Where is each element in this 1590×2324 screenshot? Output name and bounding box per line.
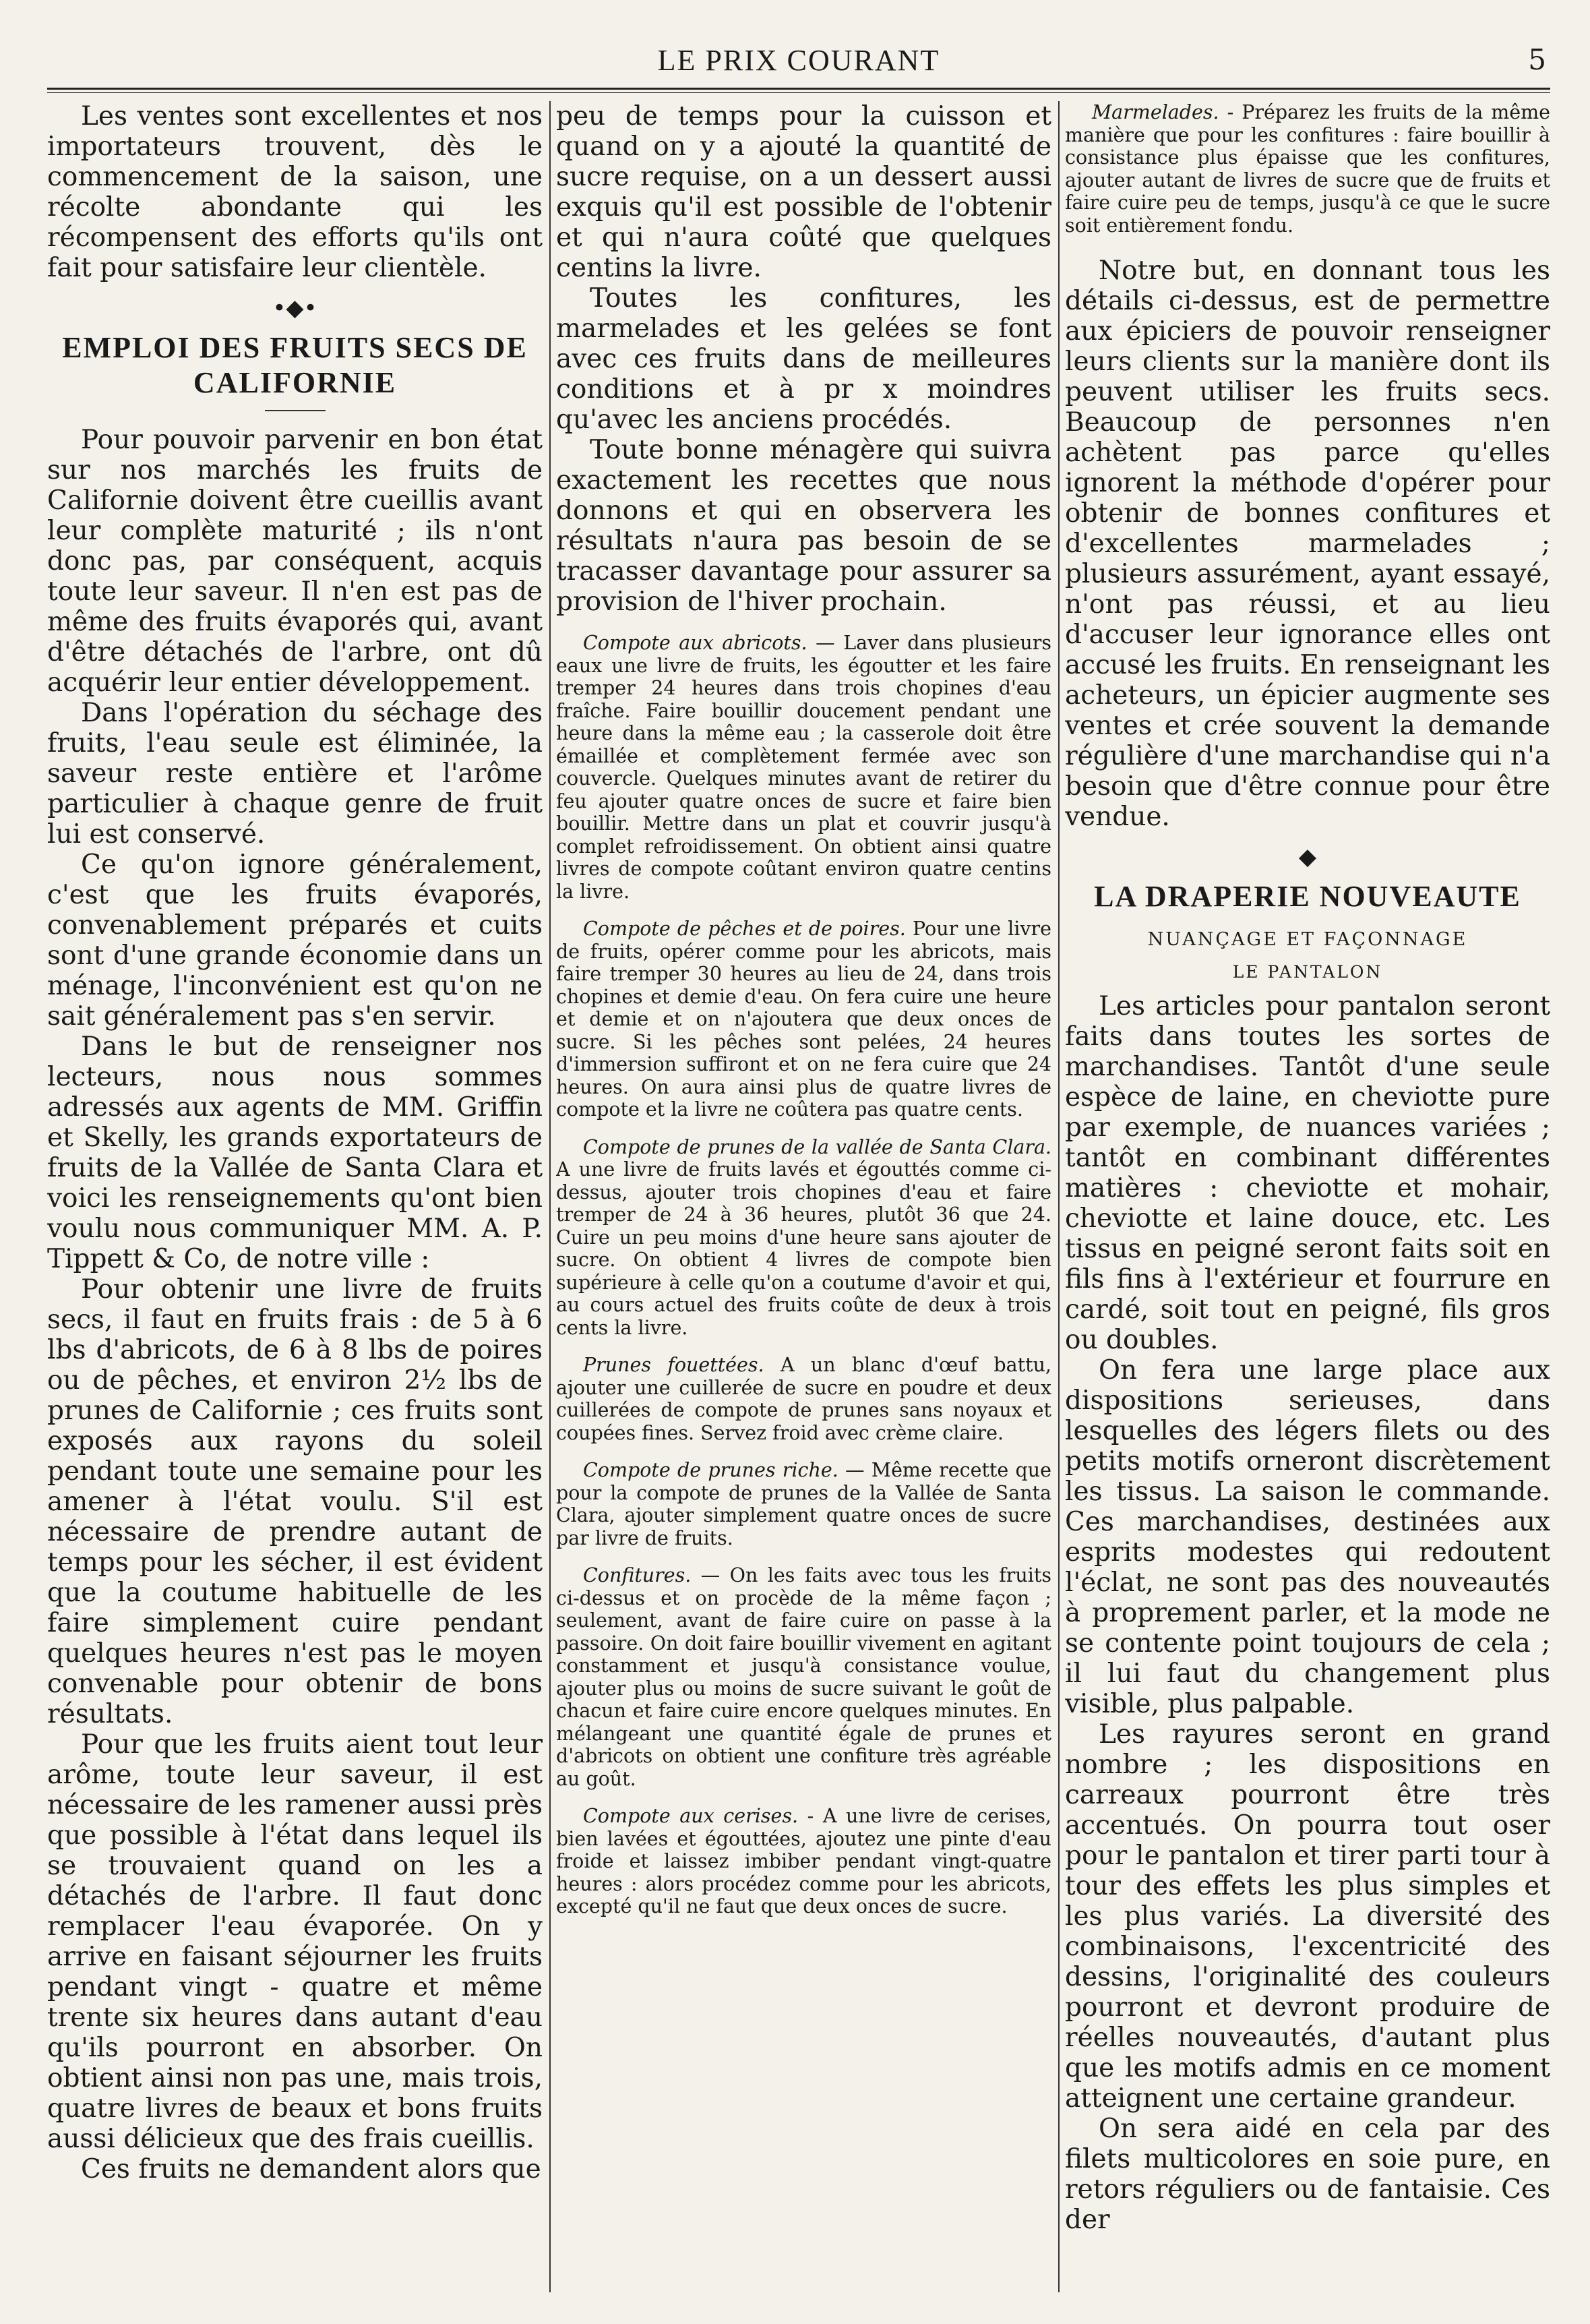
recipe: [556, 1136, 1051, 1340]
recipe: [556, 918, 1051, 1121]
article-subheading: NUANÇAGE ET FAÇONNAGE: [1147, 929, 1468, 950]
recipe-title: Confitures.: [583, 1564, 692, 1586]
paragraph: Les ventes sont excellentes et nos importateurs trouvent, dès le commencement de la saison, une récolte abondante qui les récompensent des efforts qu'ils ont fait pour satisfaire leur clientèle.: [47, 101, 543, 283]
recipe-title: Compote aux abricots.: [583, 632, 807, 654]
recipe: [1065, 101, 1550, 237]
article-heading: EMPLOI DES FRUITS SECS DE CALIFORNIE: [62, 331, 528, 399]
recipe-body: - A une livre de cerises, bien lavées et égouttées, ajoutez une pinte d'eau froide et laissez imbiber pendant vingt-quatre heures : alors procédez comme pour les abricots, excepté qu'il ne faut que deux onces de sucre.: [556, 1805, 1051, 1917]
paragraph: Notre but, en donnant tous les détails ci-dessus, est de permettre aux épiciers de pouvoir renseigner leurs clients sur la manière dont ils peuvent utiliser les fruits secs. Beaucoup de personnes n'en achètent pas parce qu'elles ignorent la méthode d'opérer pour obtenir de bonnes confitures et d'excellentes marmelades ; plusieurs assurément, ayant essayé, n'ont pas réussi, et au lieu d'accuser leur ignorance elles ont accusé les fruits. En renseignant les acheteurs, un épicier augmente ses ventes et crée souvent la demande régulière d'une marchandise qui n'a besoin que d'être connue pour être vendue.: [1065, 256, 1550, 832]
recipe-body: - Préparez les fruits de la même manière que pour les confitures : faire bouillir à consistance plus épaisse que les confitures, ajouter autant de livres de sucre que de fruits et faire cuire peu de temps, jusqu'à ce que le sucre soit entièrement fondu.: [1065, 101, 1550, 237]
recipe-body: — On les faits avec tous les fruits ci-dessus et on procède de la même façon ; seulement, avant de faire cuire on passe à la passoire. On doit faire bouillir vivement en agitant constamment et jusqu'à consistance voulue, ajouter plus ou moins de sucre suivant le goût de chacun et faire cuire encore quelques minutes. En mélangeant une quantité égale de prunes et d'abricots on obtient une confiture très agréable au goût.: [556, 1564, 1051, 1790]
column-divider: [1058, 101, 1060, 2292]
recipe-title: Compote aux cerises.: [583, 1805, 799, 1827]
article-heading: LA DRAPERIE NOUVEAUTE: [1094, 880, 1521, 913]
columns: [47, 101, 1550, 2292]
ornament: ◆: [1298, 843, 1317, 870]
paragraph: Pour pouvoir parvenir en bon état sur nos marchés les fruits de Californie doivent être cueillis avant leur complète maturité ; ils n'ont donc pas, par conséquent, acquis toute leur saveur. Il n'en est pas de même des fruits évaporés qui, avant d'être détachés de l'arbre, ont dû acquérir leur entier développement.: [47, 425, 543, 698]
header-rule: [47, 92, 1550, 93]
paragraph: Les rayures seront en grand nombre ; les dispositions en carreaux pourront être très accentués. On pourra tout oser pour le pantalon et tirer parti tour à tour des effets les plus simples et les plus variés. La diversité des combinaisons, l'excentricité des dessins, l'originalité des couleurs pourront et devront produire de réelles nouveautés, d'autant plus que les motifs admis en ce moment atteignent une certaine grandeur.: [1065, 1719, 1550, 2114]
recipe: [556, 1564, 1051, 1790]
recipe-title: Marmelades.: [1092, 101, 1219, 123]
recipe-body: Pour une livre de fruits, opérer comme pour les abricots, mais faire tremper 30 heures au lieu de 24, dans trois chopines et demie d'eau. On fera cuire une heure et demie et on n'ajoutera que deux onces de sucre. Si les pêches sont pelées, 24 heures d'immersion suffiront et on ne fera cuire que 24 heures. On aura ainsi plus de quatre livres de compote et la livre ne coûtera pas quatre cents.: [556, 918, 1051, 1121]
recipe-body: A une livre de fruits lavés et égouttés comme ci-dessus, ajouter trois chopines d'eau et faire tremper de 24 à 36 heures, plutôt 36 que 24. Cuire un peu moins d'une heure sans ajouter de sucre. On obtient 4 livres de compote bien supérieure à celle qu'on a coutume d'avoir et qui, au cours actuel des fruits coûte de deux à trois cents la livre.: [556, 1158, 1051, 1339]
heading-rule: [265, 410, 326, 411]
paragraph: On sera aidé en cela par des filets multicolores en soie pure, en retors réguliers ou de fantaisie. Ces der: [1065, 2114, 1550, 2235]
ornament: •◆•: [272, 295, 317, 322]
recipe: [556, 1354, 1051, 1444]
section-subheading: LE PANTALON: [1232, 962, 1383, 982]
recipe: [556, 1459, 1051, 1549]
recipe-title: Compote de prunes riche.: [583, 1459, 838, 1481]
paragraph: Les articles pour pantalon seront faits dans toutes les sortes de marchandises. Tantôt d'une seule espèce de laine, en cheviotte pure par exemple, de nuances variées ; tantôt en combinant différentes matières : cheviotte et mohair, cheviotte et laine douce, etc. Les tissus en peigné seront faits soit en fils fins à l'extérieur et fourrure en cardé, soit tout en peigné, fils gros ou doubles.: [1065, 991, 1550, 1355]
publication-title: LE PRIX COURANT: [657, 44, 940, 77]
column-2: [556, 101, 1051, 2292]
recipe: [556, 632, 1051, 903]
paragraph: Dans le but de renseigner nos lecteurs, nous nous sommes adressés aux agents de MM. Griffin et Skelly, les grands exportateurs de fruits de la Vallée de Santa Clara et voici les renseignements qu'ont bien voulu nous communiquer MM. A. P. Tippett & Co, de notre ville :: [47, 1032, 543, 1274]
recipe: [556, 1805, 1051, 1918]
paragraph: Dans l'opération du séchage des fruits, l'eau seule est éliminée, la saveur reste entière et l'arôme particulier à chaque genre de fruit lui est conservé.: [47, 698, 543, 850]
paragraph: Toutes les confitures, les marmelades et les gelées se font avec ces fruits dans de meilleures conditions et à pr x moindres qu'avec les anciens procédés.: [556, 283, 1051, 435]
paragraph: Toute bonne ménagère qui suivra exactement les recettes que nous donnons et qui en observera les résultats n'aura pas besoin de se tracasser davantage pour assurer sa provision de l'hiver prochain.: [556, 435, 1051, 617]
column-3: [1065, 101, 1550, 2292]
recipe-title: Compote de prunes de la vallée de Santa Clara.: [583, 1135, 1051, 1158]
column-1: [47, 101, 543, 2292]
recipe-title: Prunes fouettées.: [583, 1354, 764, 1376]
paragraph: On fera une large place aux dispositions serieuses, dans lesquelles des légers filets ou des petits motifs orneront discrètement les tissus. La saison le commande. Ces marchandises, destinées aux esprits modestes qui redoutent l'éclat, ne sont pas des nouveautés à proprement parler, et la mode ne se contente point toujours de cela ; il lui faut du changement plus visible, plus palpable.: [1065, 1355, 1550, 1719]
page-header: [47, 40, 1550, 90]
paragraph: Ces fruits ne demandent alors que: [81, 2154, 541, 2184]
paragraph: Ce qu'on ignore généralement, c'est que les fruits évaporés, convenablement préparés et cuits sont d'une grande économie dans un ménage, l'inconvénient est qu'on ne sait généralement pas s'en servir.: [47, 850, 543, 1032]
paragraph: peu de temps pour la cuisson et quand on y a ajouté la quantité de sucre requise, on a un dessert aussi exquis qu'il est possible de l'obtenir et qui n'aura coûté que quelques centins la livre.: [556, 101, 1051, 283]
recipe-body: — Même recette que pour la compote de prunes de la Vallée de Santa Clara, ajouter simplement quatre onces de sucre par livre de fruits.: [556, 1459, 1051, 1549]
page-number: 5: [1528, 43, 1546, 76]
paragraph: Pour obtenir une livre de fruits secs, il faut en fruits frais : de 5 à 6 lbs d'abricots, de 6 à 8 lbs de poires ou de pêches, et environ 2½ lbs de prunes de Californie ; ces fruits sont exposés aux rayons du soleil pendant toute une semaine pour les amener à l'état voulu. S'il est nécessaire de prendre autant de temps pour les sécher, il est évident que la coutume habituelle de les faire simplement cuire pendant quelques heures n'est pas le moyen convenable pour obtenir de bons résultats.: [47, 1274, 543, 1729]
column-divider: [549, 101, 551, 2292]
recipe-title: Compote de pêches et de poires.: [583, 918, 906, 940]
paragraph: Pour que les fruits aient tout leur arôme, toute leur saveur, il est nécessaire de les ramener aussi près que possible à l'état dans lequel ils se trouvaient quand on les a détachés de l'arbre. Il faut donc remplacer l'eau évaporée. On y arrive en faisant séjourner les fruits pendant vingt - quatre et même trente six heures dans autant d'eau qu'ils pourront en absorber. On obtient ainsi non pas une, mais trois, quatre livres de beaux et bons fruits aussi délicieux que des frais cueillis.: [47, 1729, 543, 2154]
newspaper-page: [47, 40, 1550, 2292]
recipe-body: A un blanc d'œuf battu, ajouter une cuillerée de sucre en poudre et deux cuillerées de compote de prunes sans noyaux et coupées fines. Servez froid avec crème claire.: [556, 1354, 1051, 1444]
recipe-body: — Laver dans plusieurs eaux une livre de fruits, les égoutter et les faire tremper 24 heures dans trois chopines d'eau fraîche. Faire bouillir doucement pendant une heure dans la même eau ; la casserole doit être émaillée et complètement fermée avec son couvercle. Quelques minutes avant de retirer du feu ajouter quatre onces de sucre et faire bien bouillir. Mettre dans un plat et couvrir jusqu'à complet refroidissement. On obtient ainsi quatre livres de compote coûtant environ quatre centins la livre.: [556, 632, 1051, 903]
